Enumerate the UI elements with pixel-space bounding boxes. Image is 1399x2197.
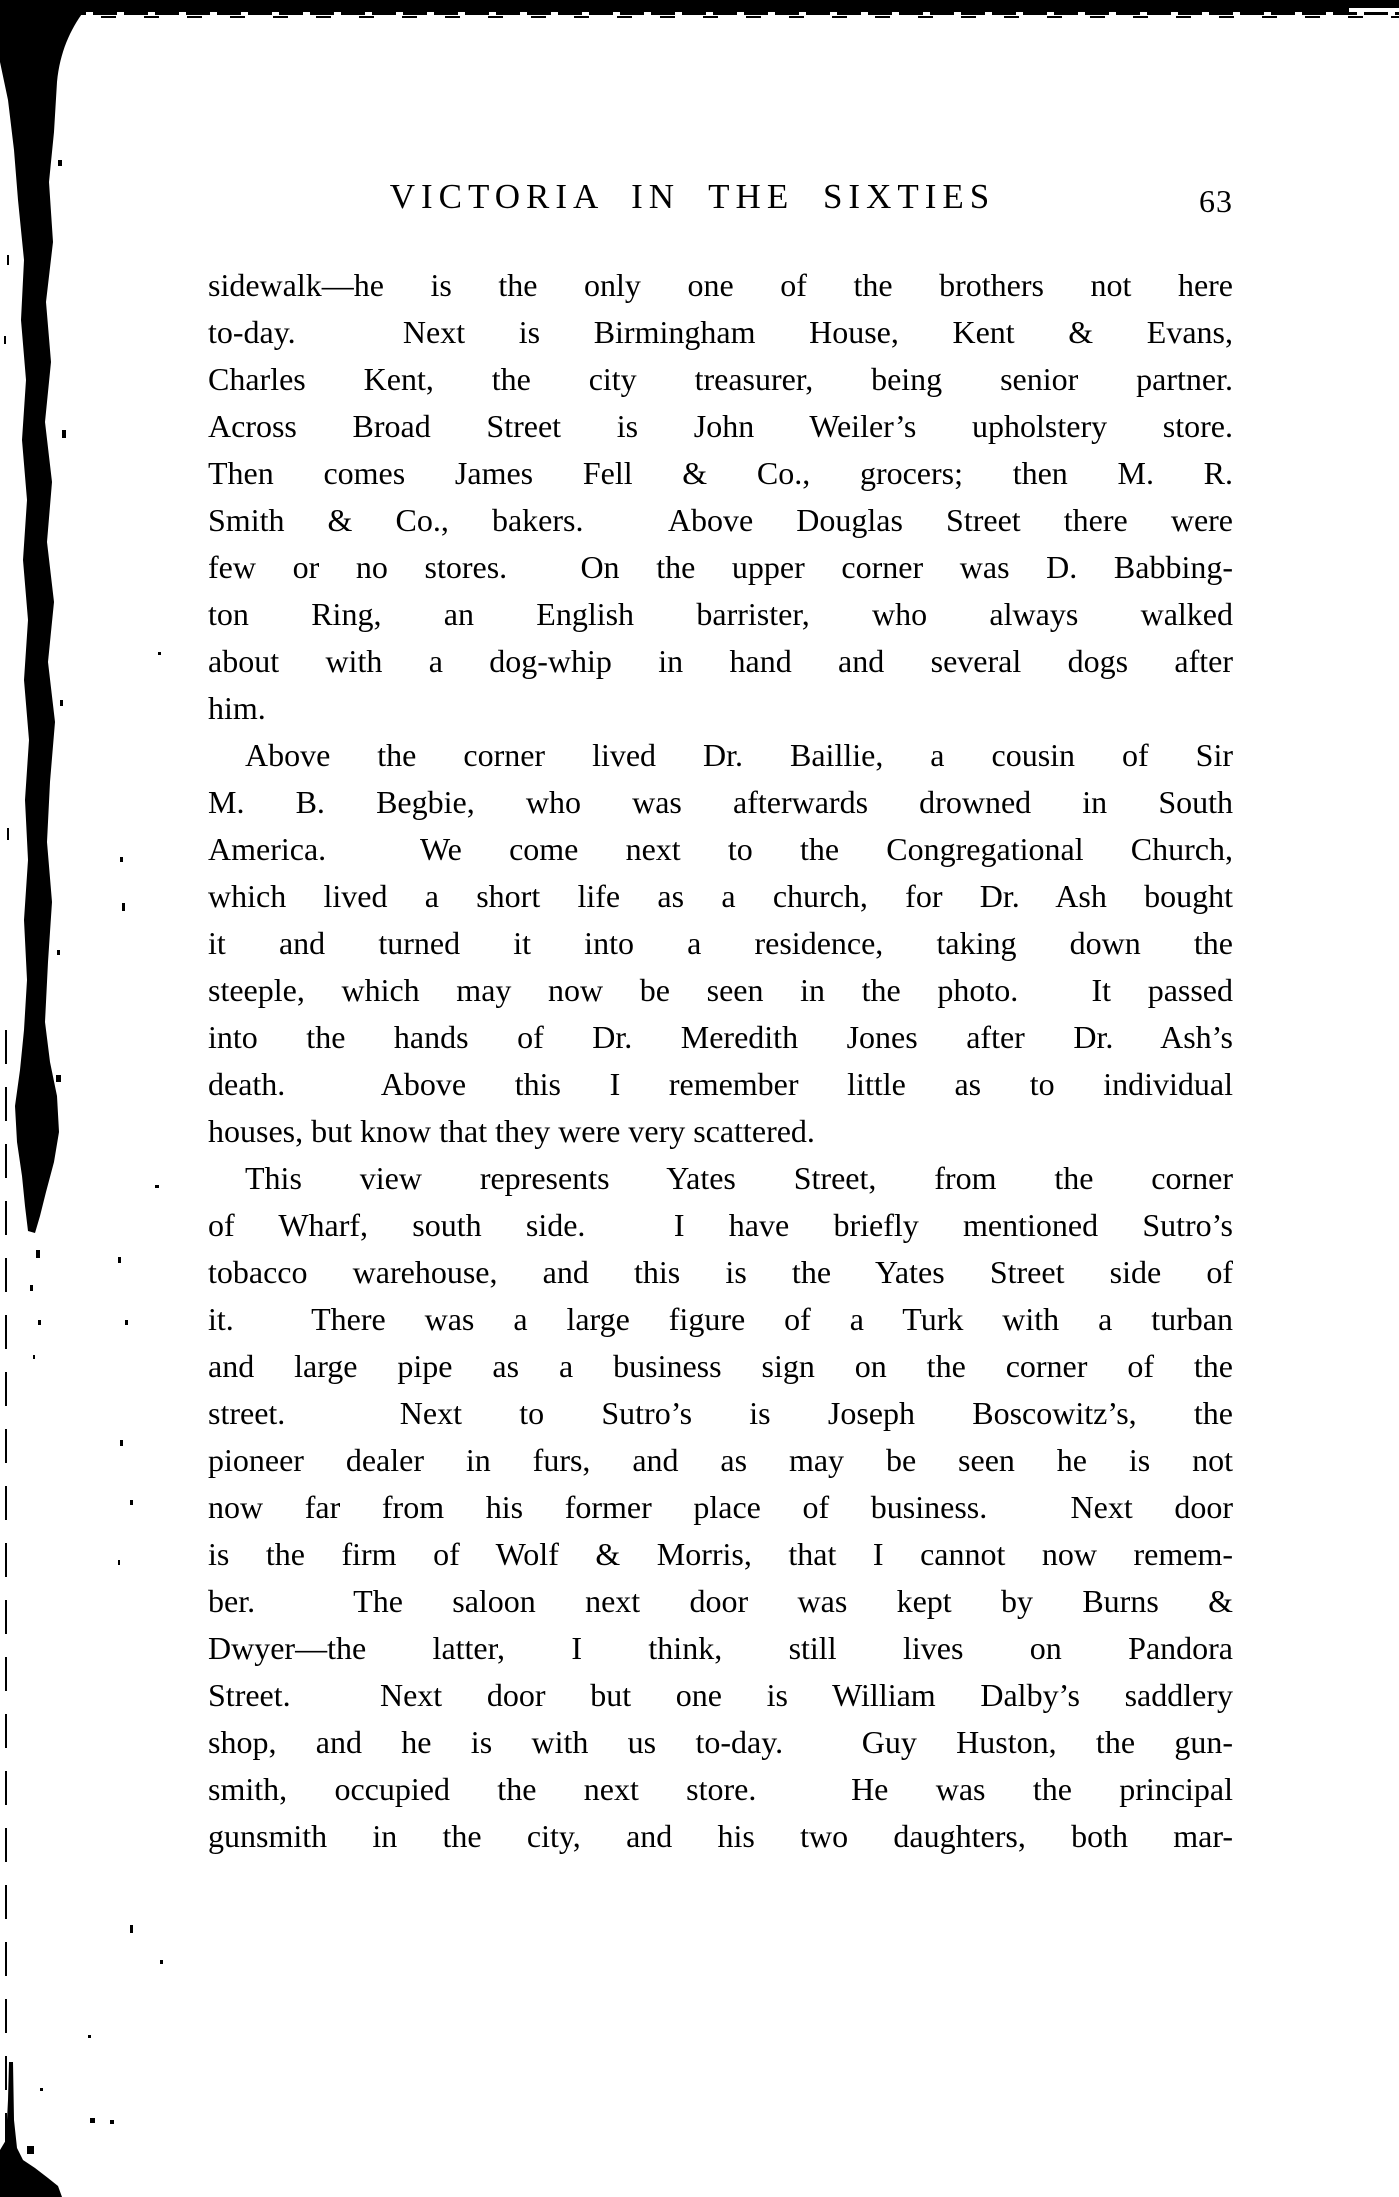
text-line: Smith & Co., bakers. Above Douglas Street there were bbox=[208, 502, 1233, 538]
text-line: Dwyer—the latter, I think, still lives on Pandora bbox=[208, 1630, 1233, 1666]
scan-top-right-notch bbox=[1349, 8, 1399, 12]
text-line: ber. The saloon next door was kept by Burns & bbox=[208, 1583, 1233, 1619]
text-line: America. We come next to the Congregational Church, bbox=[208, 831, 1233, 867]
text-line: into the hands of Dr. Meredith Jones after Dr. Ash’s bbox=[208, 1019, 1233, 1055]
text-line: Charles Kent, the city treasurer, being senior partner. bbox=[208, 361, 1233, 397]
binding-shadow bbox=[0, 0, 180, 2197]
text-line: Then comes James Fell & Co., grocers; then M. R. bbox=[208, 455, 1233, 491]
text-line: which lived a short life as a church, for Dr. Ash bought bbox=[208, 878, 1233, 914]
text-line: street. Next to Sutro’s is Joseph Boscowitz’s, the bbox=[208, 1395, 1233, 1431]
text-line: of Wharf, south side. I have briefly mentioned Sutro’s bbox=[208, 1207, 1233, 1243]
text-line: few or no stores. On the upper corner was D. Babbing- bbox=[208, 549, 1233, 585]
text-line: tobacco warehouse, and this is the Yates Street side of bbox=[208, 1254, 1233, 1290]
page-title: VICTORIA IN THE SIXTIES bbox=[389, 177, 996, 216]
scan-gutter-dashed-line bbox=[5, 1030, 7, 2197]
text-line: to-day. Next is Birmingham House, Kent & Evans, bbox=[208, 314, 1233, 350]
text-line: Across Broad Street is John Weiler’s upholstery store. bbox=[208, 408, 1233, 444]
text-line: pioneer dealer in furs, and as may be seen he is not bbox=[208, 1442, 1233, 1478]
text-line: it and turned it into a residence, taking down the bbox=[208, 925, 1233, 961]
scan-top-edge-speckle-line bbox=[0, 12, 1399, 19]
text-line: death. Above this I remember little as to individual bbox=[208, 1066, 1233, 1102]
text-line: steeple, which may now be seen in the photo. It passed bbox=[208, 972, 1233, 1008]
scan-top-edge-bar bbox=[0, 0, 1399, 12]
text-line: ton Ring, an English barrister, who always walked bbox=[208, 596, 1233, 632]
text-line: and large pipe as a business sign on the corner of the bbox=[208, 1348, 1233, 1384]
text-line: it. There was a large figure of a Turk with a turban bbox=[208, 1301, 1233, 1337]
text-line: Street. Next door but one is William Dalby’s saddlery bbox=[208, 1677, 1233, 1713]
text-line: is the firm of Wolf & Morris, that I cannot now remem- bbox=[208, 1536, 1233, 1572]
text-line: sidewalk—he is the only one of the brothers not here bbox=[208, 267, 1233, 303]
text-line: now far from his former place of business. Next door bbox=[208, 1489, 1233, 1525]
body-text-column bbox=[208, 262, 1233, 1860]
text-line: gunsmith in the city, and his two daughters, both mar- bbox=[208, 1818, 1233, 1854]
text-line: Above the corner lived Dr. Baillie, a cousin of Sir bbox=[245, 737, 1233, 773]
text-line: This view represents Yates Street, from the corner bbox=[245, 1160, 1233, 1196]
text-line: houses, but know that they were very scattered. bbox=[208, 1113, 815, 1149]
text-line: M. B. Begbie, who was afterwards drowned in South bbox=[208, 784, 1233, 820]
text-line: shop, and he is with us to-day. Guy Huston, the gun- bbox=[208, 1724, 1233, 1760]
text-line: about with a dog-whip in hand and several dogs after bbox=[208, 643, 1233, 679]
text-line: him. bbox=[208, 690, 266, 726]
running-head bbox=[208, 177, 1233, 219]
page-number: 63 bbox=[1199, 183, 1233, 219]
text-line: smith, occupied the next store. He was the principal bbox=[208, 1771, 1233, 1807]
